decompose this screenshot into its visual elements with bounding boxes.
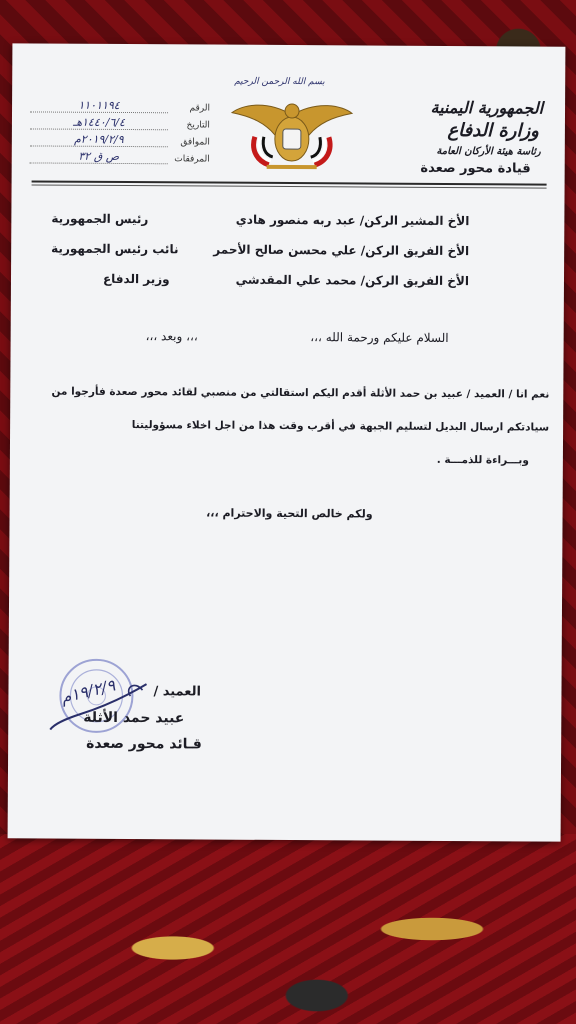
ref-row-attachments [30,146,210,164]
ref-value-number: ١١٠١١٩٤ [30,98,168,113]
ref-label-number: الرقم [189,103,211,114]
ref-row-corresponding [30,129,210,147]
command-heading: قيادة محور صعدة [420,160,531,177]
signature-stroke-icon [46,676,156,737]
letter-paper [8,43,566,841]
signer-rank: العميد / [153,684,202,700]
addressee-name: الأخ الفريق الركن/ علي محسن صالح الأحمر [213,242,470,259]
ref-row-number [30,95,210,113]
signer-position: قـائد محور صعدة [86,735,202,753]
staff-heading: رئاسة هيئة الأركان العامة [436,145,541,158]
reference-table [30,95,210,164]
carpet-background [0,834,576,1024]
addressee-name: الأخ المشير الركن/ عبد ربه منصور هادي [235,212,470,229]
addressee-name: الأخ الفريق الركن/ محمد علي المقدشي [235,272,470,289]
closing-line: ولكم خالص التحية والاحترام ،،، [206,506,373,521]
ministry-heading: وزارة الدفاع [447,119,539,142]
handwritten-signature: ١٩/٢/٩م [59,675,118,708]
yemen-eagle-emblem-icon [227,95,357,176]
greeting-then: ،،، وبعد ،،، [145,329,198,344]
body-line: نعم انا / العميد / عبيد بن حمد الأثلة أقدم اليكم استقالتي من منصبي لقائد محور صعدة فأرجوا من [51,385,550,401]
addressee-title: وزير الدفاع [102,271,170,287]
signer-name: عبيد حمد الأثلة [83,709,185,727]
ref-value-date: ١٤٤٠/٦/٤هـ [30,115,168,130]
body-line: سيادتكم ارسال البديل لتسليم الجبهة في أقرب وقت هذا من اجل اخلاء مسؤوليتنا [131,419,550,434]
body-line: وبـــراءة للذمـــة . [436,453,529,467]
ref-value-attachments: ص ق ٣٢ [30,149,168,164]
ref-label-date: التاريخ [186,120,210,131]
basmala: بسم الله الرحمن الرحيم [234,76,325,88]
greeting-salutation: السلام عليكم ورحمة الله ،،، [310,330,449,345]
addressee-title: نائب رئيس الجمهورية [51,241,179,257]
republic-heading: الجمهورية اليمنية [430,97,544,118]
ref-row-date [30,112,210,130]
ref-value-corresponding: ٢٠١٩/٢/٩م [30,132,168,147]
ref-label-attachments: المرفقات [174,154,210,165]
addressee-title: رئيس الجمهورية [51,211,149,227]
ref-label-corresponding: الموافق [180,137,210,148]
